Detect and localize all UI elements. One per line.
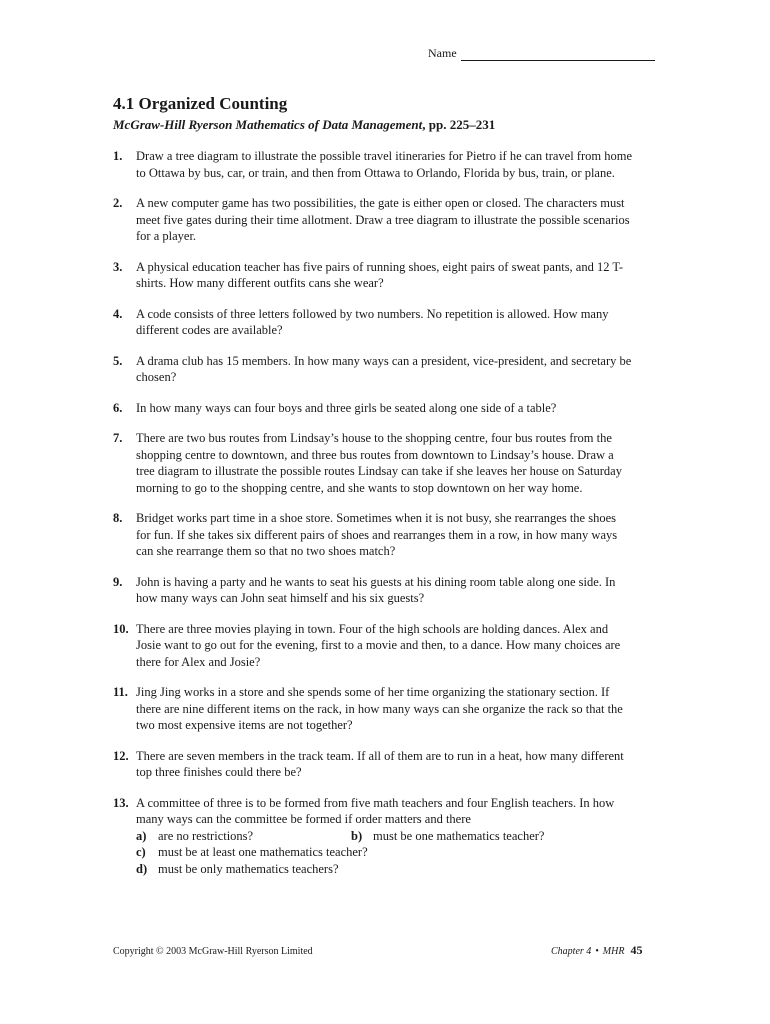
question-text: In how many ways can four boys and three girls be seated along one side of a table? [136,400,557,415]
bullet-separator: • [595,946,599,957]
question-10 [113,621,633,671]
page-footer [551,943,642,958]
question-number: 10. [113,621,129,636]
question-text: Draw a tree diagram to illustrate the possible travel itineraries for Pietro if he can travel from home to Ottawa by bus, car, or train, and then from Ottawa to Orlando, Florida by bus, train, or plane. [136,149,632,180]
question-number: 1. [113,149,123,163]
question-number: 6. [113,400,123,415]
question-text: A physical education teacher has five pairs of running shoes, eight pairs of sweat pants, and 12 T-shirts. How many different outfits cans she wear? [136,259,624,290]
question-number: 12. [113,748,129,763]
question-4 [113,306,633,339]
question-number: 13. [113,795,129,810]
question-13 [113,795,633,878]
sub-question-text: are no restrictions? [158,828,254,843]
page-subtitle [113,117,495,133]
sub-question-letter: b) [351,828,363,843]
sub-question-text: must be one mathematics teacher? [373,828,545,843]
page-title: 4.1 Organized Counting [113,94,288,113]
question-1 [113,148,633,181]
question-number: 2. [113,196,123,210]
name-field [428,46,655,61]
question-number: 3. [113,259,123,274]
question-text: A committee of three is to be formed from five math teachers and four English teachers. In how many ways can the committee be formed if order matters and there [136,795,615,826]
book-title: McGraw-Hill Ryerson Mathematics of Data Management [113,117,423,132]
sub-question-letter: a) [136,828,147,843]
sub-question-b [351,828,633,845]
question-text: A drama club has 15 members. In how many ways can a president, vice-president, and secretary be chosen? [136,353,632,384]
question-9 [113,574,633,607]
page-number: 45 [630,943,643,957]
name-label: Name [428,46,457,60]
sub-question-d [136,861,633,878]
question-number: 5. [113,353,123,368]
sub-question-letter: c) [136,845,146,859]
question-list [113,148,633,891]
question-body [136,795,633,878]
question-5 [113,353,633,386]
question-text: A code consists of three letters followed by two numbers. No repetition is allowed. How many different codes are available? [136,306,609,337]
question-12 [113,748,633,781]
publisher-label: MHR [602,946,625,957]
question-number: 9. [113,574,123,589]
question-text: Bridget works part time in a shoe store. Sometimes when it is not busy, she rearranges the shoes for fun. If she takes six different pairs of shoes and rearranges them in a row, in how many ways can she rearrange them so that no two shoes match? [136,511,618,558]
question-text: There are two bus routes from Lindsay’s house to the shopping centre, four bus routes from the shopping centre to downtown, and three bus routes from downtown to Lindsay’s house. Draw a tree diagram to illustrate the possible routes Lindsay can take if she leaves her house on Saturday morning to go to the shopping centre, and she wants to stop downtown on her way home. [136,431,622,495]
question-11 [113,684,633,734]
sub-question-letter: d) [136,861,148,876]
sub-question-text: must be only mathematics teachers? [158,861,339,876]
sub-question-grid [136,828,633,845]
question-text: A new computer game has two possibilities, the gate is either open or closed. The characters must meet five gates during their time allotment. Draw a tree diagram to illustrate the possible scenarios for a player. [136,196,630,243]
question-7 [113,430,633,496]
question-text: There are seven members in the track team. If all of them are to run in a heat, how many different top three finishes could there be? [136,748,624,779]
question-3 [113,259,633,292]
name-blank-line [461,49,655,61]
copyright-notice: Copyright © 2003 McGraw-Hill Ryerson Limited [113,946,313,957]
question-8 [113,510,633,560]
question-text: John is having a party and he wants to seat his guests at his dining room table along one side. In how many ways can John seat himself and his six guests? [136,574,616,605]
sub-question-text: must be at least one mathematics teacher? [158,845,368,859]
question-text: There are three movies playing in town. Four of the high schools are holding dances. Alex and Josie want to go out for the evening, first to a movie and then, to a dance. How many choices are there for Alex and Josie? [136,621,621,669]
question-number: 7. [113,431,123,445]
sub-question-a [136,828,351,845]
page-range: , pp. 225–231 [422,117,496,132]
question-6 [113,400,633,417]
question-number: 11. [113,685,128,699]
question-2 [113,195,633,245]
question-text: Jing Jing works in a store and she spends some of her time organizing the stationary section. If there are nine different items on the rack, in how many ways can she organize the rack so that the two most expensive items are not together? [136,685,623,732]
question-number: 4. [113,306,123,321]
sub-question-c [136,844,633,861]
question-number: 8. [113,511,123,525]
chapter-label: Chapter 4 [551,946,592,957]
